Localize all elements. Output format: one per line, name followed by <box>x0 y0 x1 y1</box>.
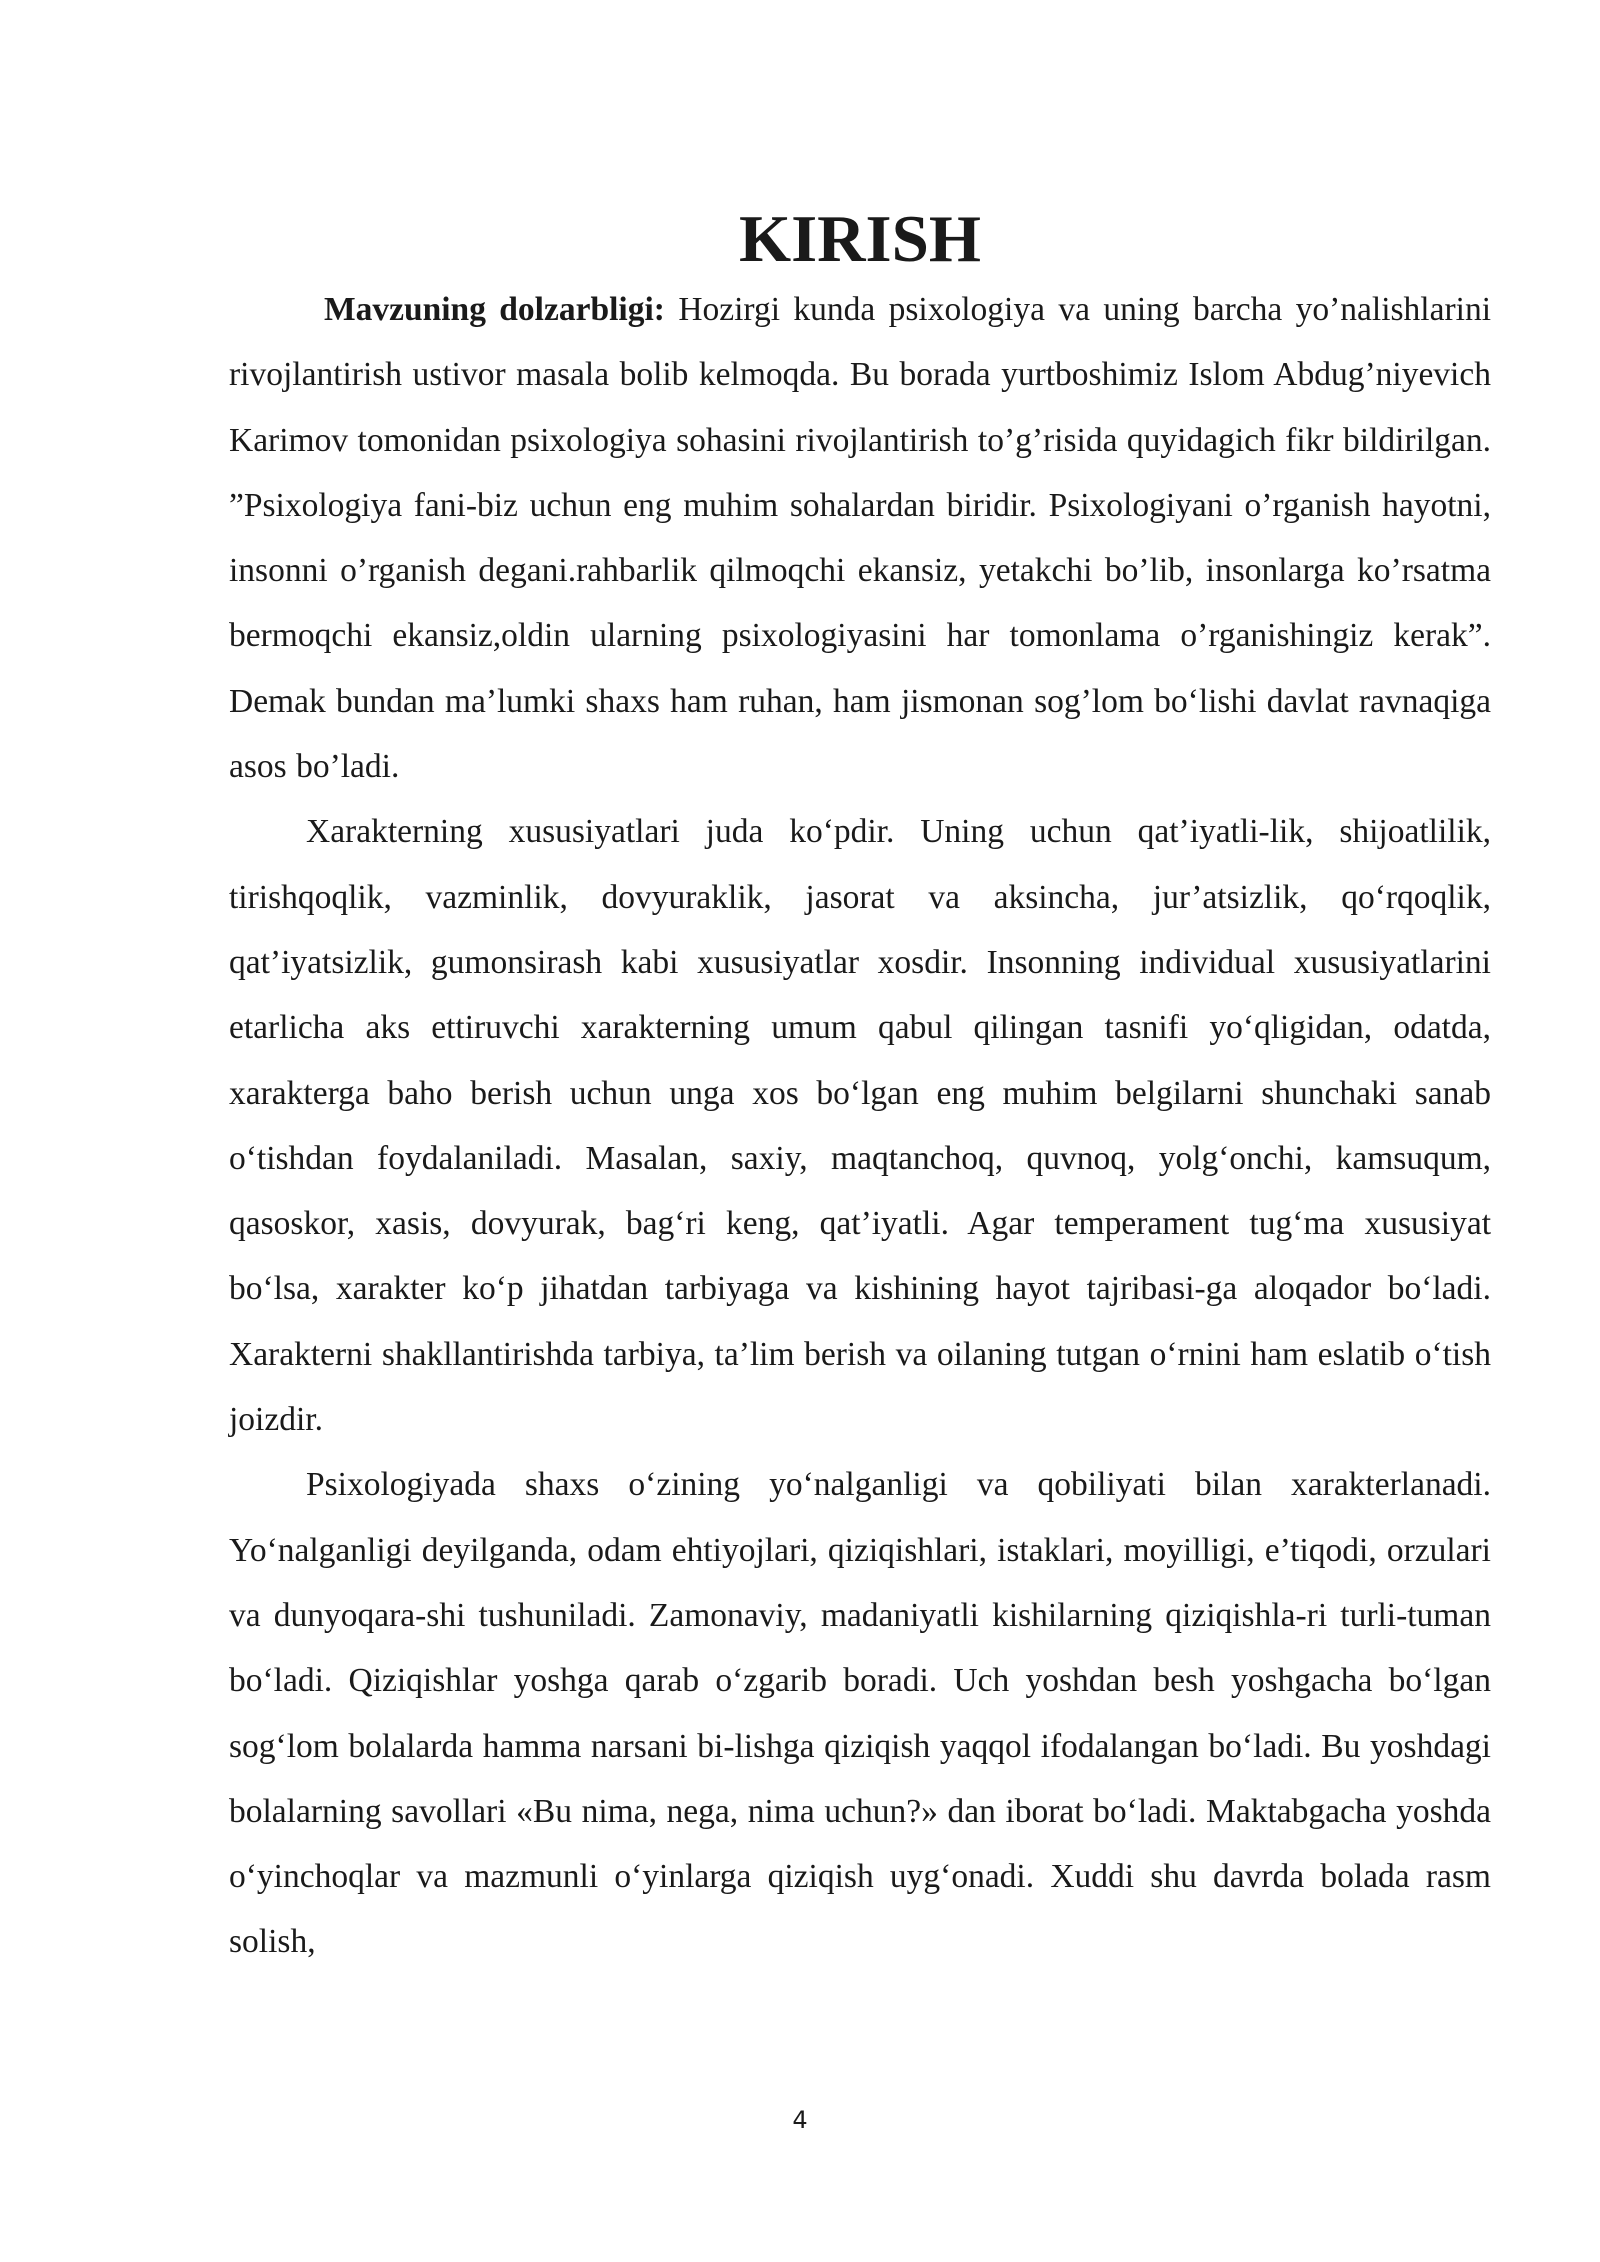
page-number: 4 <box>792 2106 808 2134</box>
relevance-label: Mavzuning dolzarbligi: <box>324 291 665 328</box>
page-content <box>229 202 1491 1975</box>
paragraph-relevance <box>229 277 1491 799</box>
relevance-text: Hozirgi kunda psixologiya va uning barcha yo’nalishlarini rivojlantirish ustivor masala bolib kelmoqda. Bu borada yurtboshimiz Islom Abdug’niyevich Karimov tomonidan psixologiya sohasini rivojlantirish to’g’risida quyidagich fikr bildirilgan. ”Psixologiya fani-biz uchun eng muhim sohalardan biridir. Psixologiyani o’rganish hayotni, insonni o’rganish degani.rahbarlik qilmoqchi ekansiz, yetakchi bo’lib, insonlarga ko’rsatma bermoqchi ekansiz,oldin ularning psixologiyasini har tomonlama o’rganishingiz kerak”. Demak bundan ma’lumki shaxs ham ruhan, ham jismonan sog’lom bo‘lishi davlat ravnaqiga asos bo’ladi. <box>229 291 1491 786</box>
paragraph-character-traits: Xarakterning xususiyatlari juda ko‘pdir. Uning uchun qat’iyatli-lik, shijoatlilik, tirishqoqlik, vazminlik, dovyuraklik, jasorat va aksincha, jur’atsizlik, qo‘rqoqlik, qat’iyatsizlik, gumonsirash kabi xususiyatlar xosdir. Insonning individual xususiyatlarini etarlicha aks ettiruvchi xarakterning umum qabul qilingan tasnifi yo‘qligidan, odatda, xarakterga baho berish uchun unga xos bo‘lgan eng muhim belgilarni shunchaki sanab o‘tishdan foydalaniladi. Masalan, saxiy, maqtanchoq, quvnoq, yolg‘onchi, kamsuqum, qasoskor, xasis, dovyurak, bag‘ri keng, qat’iyatli. Agar temperament tug‘ma xususiyat bo‘lsa, xarakter ko‘p jihatdan tarbiyaga va kishining hayot tajribasi-ga aloqador bo‘ladi. Xarakterni shakllantirishda tarbiya, ta’lim berish va oilaning tutgan o‘rnini ham eslatib o‘tish joizdir. <box>229 813 1491 1439</box>
paragraph-personality-orientation: Psixologiyada shaxs o‘zining yo‘nalganligi va qobiliyati bilan xarakterlanadi. Yo‘nalganligi deyilganda, odam ehtiyojlari, qiziqishlari, istaklari, moyilligi, e’tiqodi, orzulari va dunyoqara-shi tushuniladi. Zamonaviy, madaniyatli kishilarning qiziqishla-ri turli-tuman bo‘ladi. Qiziqishlar yoshga qarab o‘zgarib boradi. Uch yoshdan besh yoshgacha bo‘lgan sog‘lom bolalarda hamma narsani bi-lishga qiziqish yaqqol ifodalangan bo‘ladi. Bu yoshdagi bolalarning savollari «Bu nima, nega, nima uchun?» dan iborat bo‘ladi. Maktabgacha yoshda o‘yinchoqlar va mazmunli o‘yinlarga qiziqish uyg‘onadi. Xuddi shu davrda bolada rasm solish, <box>229 1466 1491 1961</box>
page-title: KIRISH <box>738 202 982 276</box>
